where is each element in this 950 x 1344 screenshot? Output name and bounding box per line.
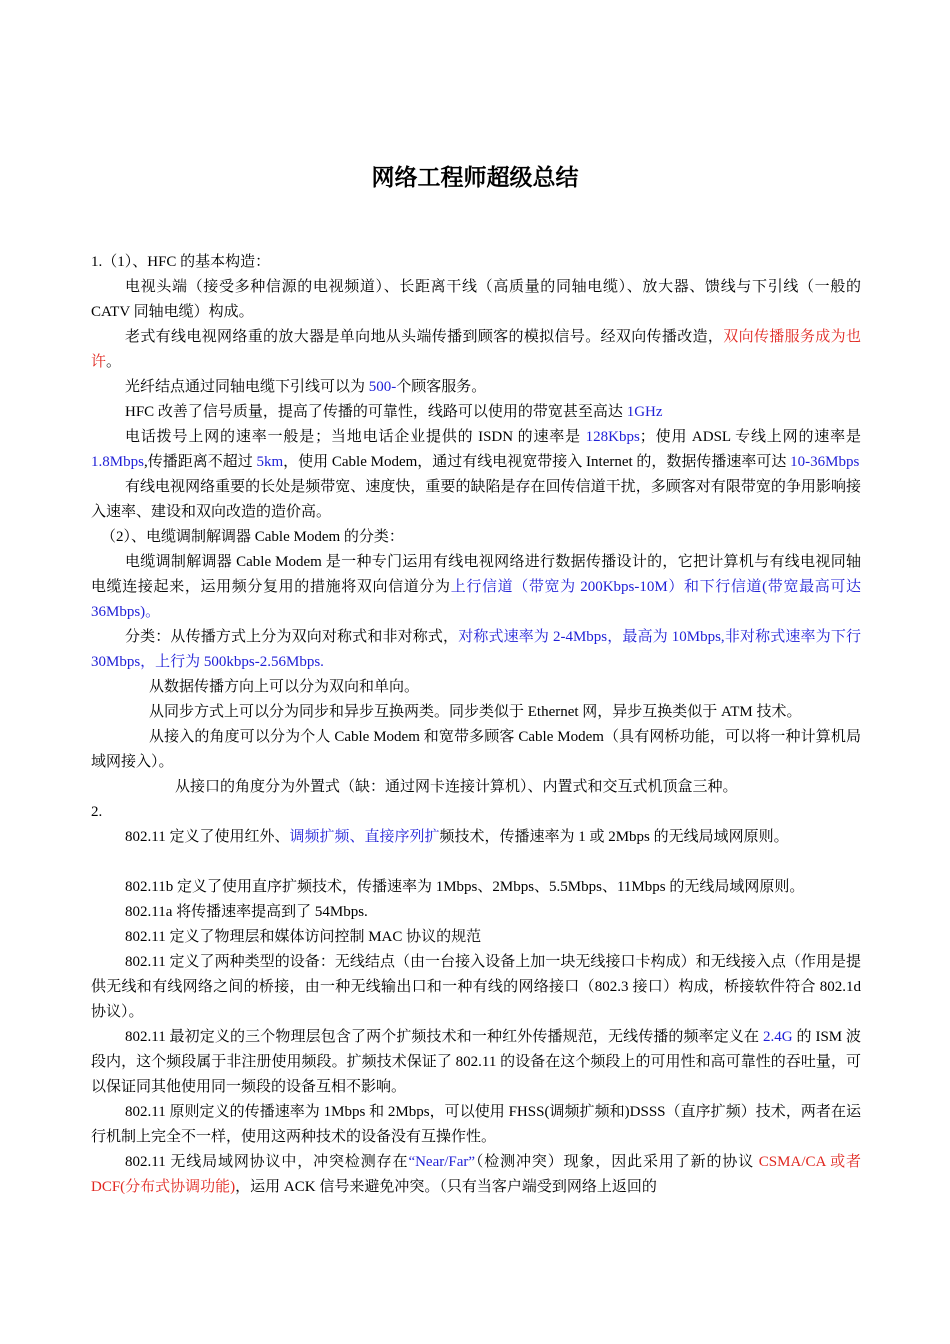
- text-run: 电视头端（接受多种信源的电视频道）、长距离干线（高质量的同轴电缆）、放大器、馈线与下引线（一般的 CATV 同轴电缆）构成。: [91, 279, 861, 320]
- highlight-blue-text: 500-: [368, 379, 397, 395]
- highlight-blue-text: 1GHz: [626, 404, 663, 420]
- paragraph: [91, 1025, 861, 1100]
- paragraph: [91, 625, 861, 675]
- text-run: ,传播距离不超过: [143, 454, 257, 470]
- paragraph: [91, 550, 861, 625]
- text-run: 2.: [91, 804, 103, 820]
- paragraph: [91, 900, 861, 925]
- highlight-blue-text: 2.4G: [763, 1029, 793, 1045]
- highlight-red-text: 双向传播服务成为也许: [91, 329, 861, 370]
- paragraph: [91, 1100, 861, 1150]
- text-run: 从同步方式上可以分为同步和异步互换两类。同步类似于 Ethernet 网，异步互换类似于 ATM 技术。: [149, 704, 802, 720]
- text-run: 802.11b 定义了使用直序扩频技术，传播速率为 1Mbps、2Mbps、5.5Mbps、11Mbps 的无线局域网原则。: [125, 879, 805, 895]
- paragraph: [91, 1150, 861, 1200]
- text-run: 从数据传播方向上可以分为双向和单向。: [149, 679, 420, 695]
- text-run: 频技术，传播速率为 1 或 2Mbps 的无线局域网原则。: [439, 829, 789, 845]
- text-run: （检测冲突）现象，因此采用了新的协议: [475, 1154, 759, 1170]
- text-run: 802.11 原则定义的传播速率为 1Mbps 和 2Mbps，可以使用 FHSS(调频扩频和)DSSS（直序扩频）技术，两者在运行机制上完全不一样，使用这两种技术的设备没有互操作性。: [91, 1104, 861, 1145]
- highlight-red-text: CSMA/CA 或者 DCF(分布式协调功能): [91, 1154, 861, 1195]
- text-run: 分类：从传播方式上分为双向对称式和非对称式，: [125, 629, 459, 645]
- paragraph: [91, 400, 861, 425]
- paragraph: [91, 425, 861, 475]
- paragraph: [91, 825, 861, 850]
- text-run: 老式有线电视网络重的放大器是单向地从头端传播到顾客的模拟信号。经双向传播改造，: [125, 329, 724, 345]
- paragraph: [91, 275, 861, 325]
- highlight-blue-text: 对称式速率为 2-4Mbps，最高为 10Mbps,非对称式速率为下行 30Mbps，上行为 500kbps-2.56Mbps.: [91, 629, 861, 670]
- paragraph: [91, 775, 861, 800]
- highlight-blue-text: “Near/Far”: [408, 1154, 476, 1170]
- highlight-blue-text: 上行信道（带宽为 200Kbps-10M）和下行信道(带宽最高可达 36Mbps)。: [91, 579, 862, 620]
- text-run: 802.11 定义了两种类型的设备：无线结点（由一台接入设备上加一块无线接口卡构成）和无线接入点（作用是提供无线和有线网络之间的桥接，由一种无线输出口和一种有线的网络接口（802.3 接口）构成，桥接软件符合 802.1d 协议）。: [91, 954, 861, 1020]
- highlight-blue-text: 1.8Mbps: [91, 454, 144, 470]
- text-run: 从接入的角度可以分为个人 Cable Modem 和宽带多顾客 Cable Modem（具有网桥功能，可以将一种计算机局域网接入）。: [91, 729, 861, 770]
- paragraph: [91, 700, 861, 725]
- paragraph: [91, 375, 861, 400]
- text-run: 电缆调制解调器 Cable Modem 是一种专门运用有线电视网络进行数据传播设计的，它把计算机与有线电视同轴电缆连接起来，运用频分复用的措施将双向信道分为: [91, 554, 861, 595]
- text-run: ，使用 Cable Modem，通过有线电视宽带接入 Internet 的，数据传播速率可达: [283, 454, 791, 470]
- text-run: HFC 改善了信号质量，提高了传播的可靠性，线路可以使用的带宽甚至高达: [125, 404, 627, 420]
- text-run: ，运用 ACK 信号来避免冲突。（只有当客户端受到网络上返回的: [235, 1179, 657, 1195]
- text-run: ；使用 ADSL 专线上网的速率是: [639, 429, 861, 445]
- blank-line: [91, 850, 861, 875]
- paragraph: [91, 950, 861, 1025]
- text-run: （2）、电缆调制解调器 Cable Modem 的分类：: [101, 529, 404, 545]
- text-run: 802.11 定义了物理层和媒体访问控制 MAC 协议的规范: [125, 929, 482, 945]
- paragraph: [91, 250, 861, 275]
- text-run: 从接口的角度分为外置式（缺：通过网卡连接计算机）、内置式和交互式机顶盒三种。: [175, 779, 738, 795]
- paragraph: [91, 800, 861, 825]
- paragraph: [91, 475, 861, 525]
- text-run: 有线电视网络重要的长处是频带宽、速度快，重要的缺陷是存在回传信道干扰，多顾客对有限带宽的争用影响接入速率、建设和双向改造的造价高。: [91, 479, 861, 520]
- text-run: 个顾客服务。: [396, 379, 487, 395]
- text-run: 802.11 定义了使用红外、: [125, 829, 290, 845]
- highlight-blue-text: 128Kbps: [585, 429, 640, 445]
- paragraph: [91, 875, 861, 900]
- text-run: 802.11 最初定义的三个物理层包含了两个扩频技术和一种红外传播规范，无线传播的频率定义在: [125, 1029, 763, 1045]
- paragraph: [91, 325, 861, 375]
- paragraph: [91, 725, 861, 775]
- text-run: 。: [106, 354, 122, 370]
- paragraph: [91, 925, 861, 950]
- highlight-blue-text: 5km: [256, 454, 284, 470]
- text-run: 802.11 无线局域网协议中，冲突检测存在: [125, 1154, 409, 1170]
- highlight-blue-text: 10-36Mbps: [790, 454, 860, 470]
- text-run: 802.11a 将传播速率提高到了 54Mbps.: [125, 904, 368, 920]
- text-run: 光纤结点通过同轴电缆下引线可以为: [125, 379, 369, 395]
- paragraph: [91, 525, 861, 550]
- highlight-blue-text: 调频扩频、直接序列扩: [289, 829, 440, 845]
- paragraph: [91, 675, 861, 700]
- text-run: 电话拨号上网的速率一般是；当地电话企业提供的 ISDN 的速率是: [125, 429, 586, 445]
- document-body: [91, 250, 861, 1200]
- text-run: 1.（1）、HFC 的基本构造：: [91, 254, 271, 270]
- text-run: 的 ISM 波段内，这个频段属于非注册使用频段。扩频技术保证了 802.11 的设备在这个频段上的可用性和高可靠性的吞吐量，可以保证同其他使用同一频段的设备互相不影响。: [91, 1029, 861, 1095]
- page-title: 网络工程师超级总结: [371, 165, 579, 191]
